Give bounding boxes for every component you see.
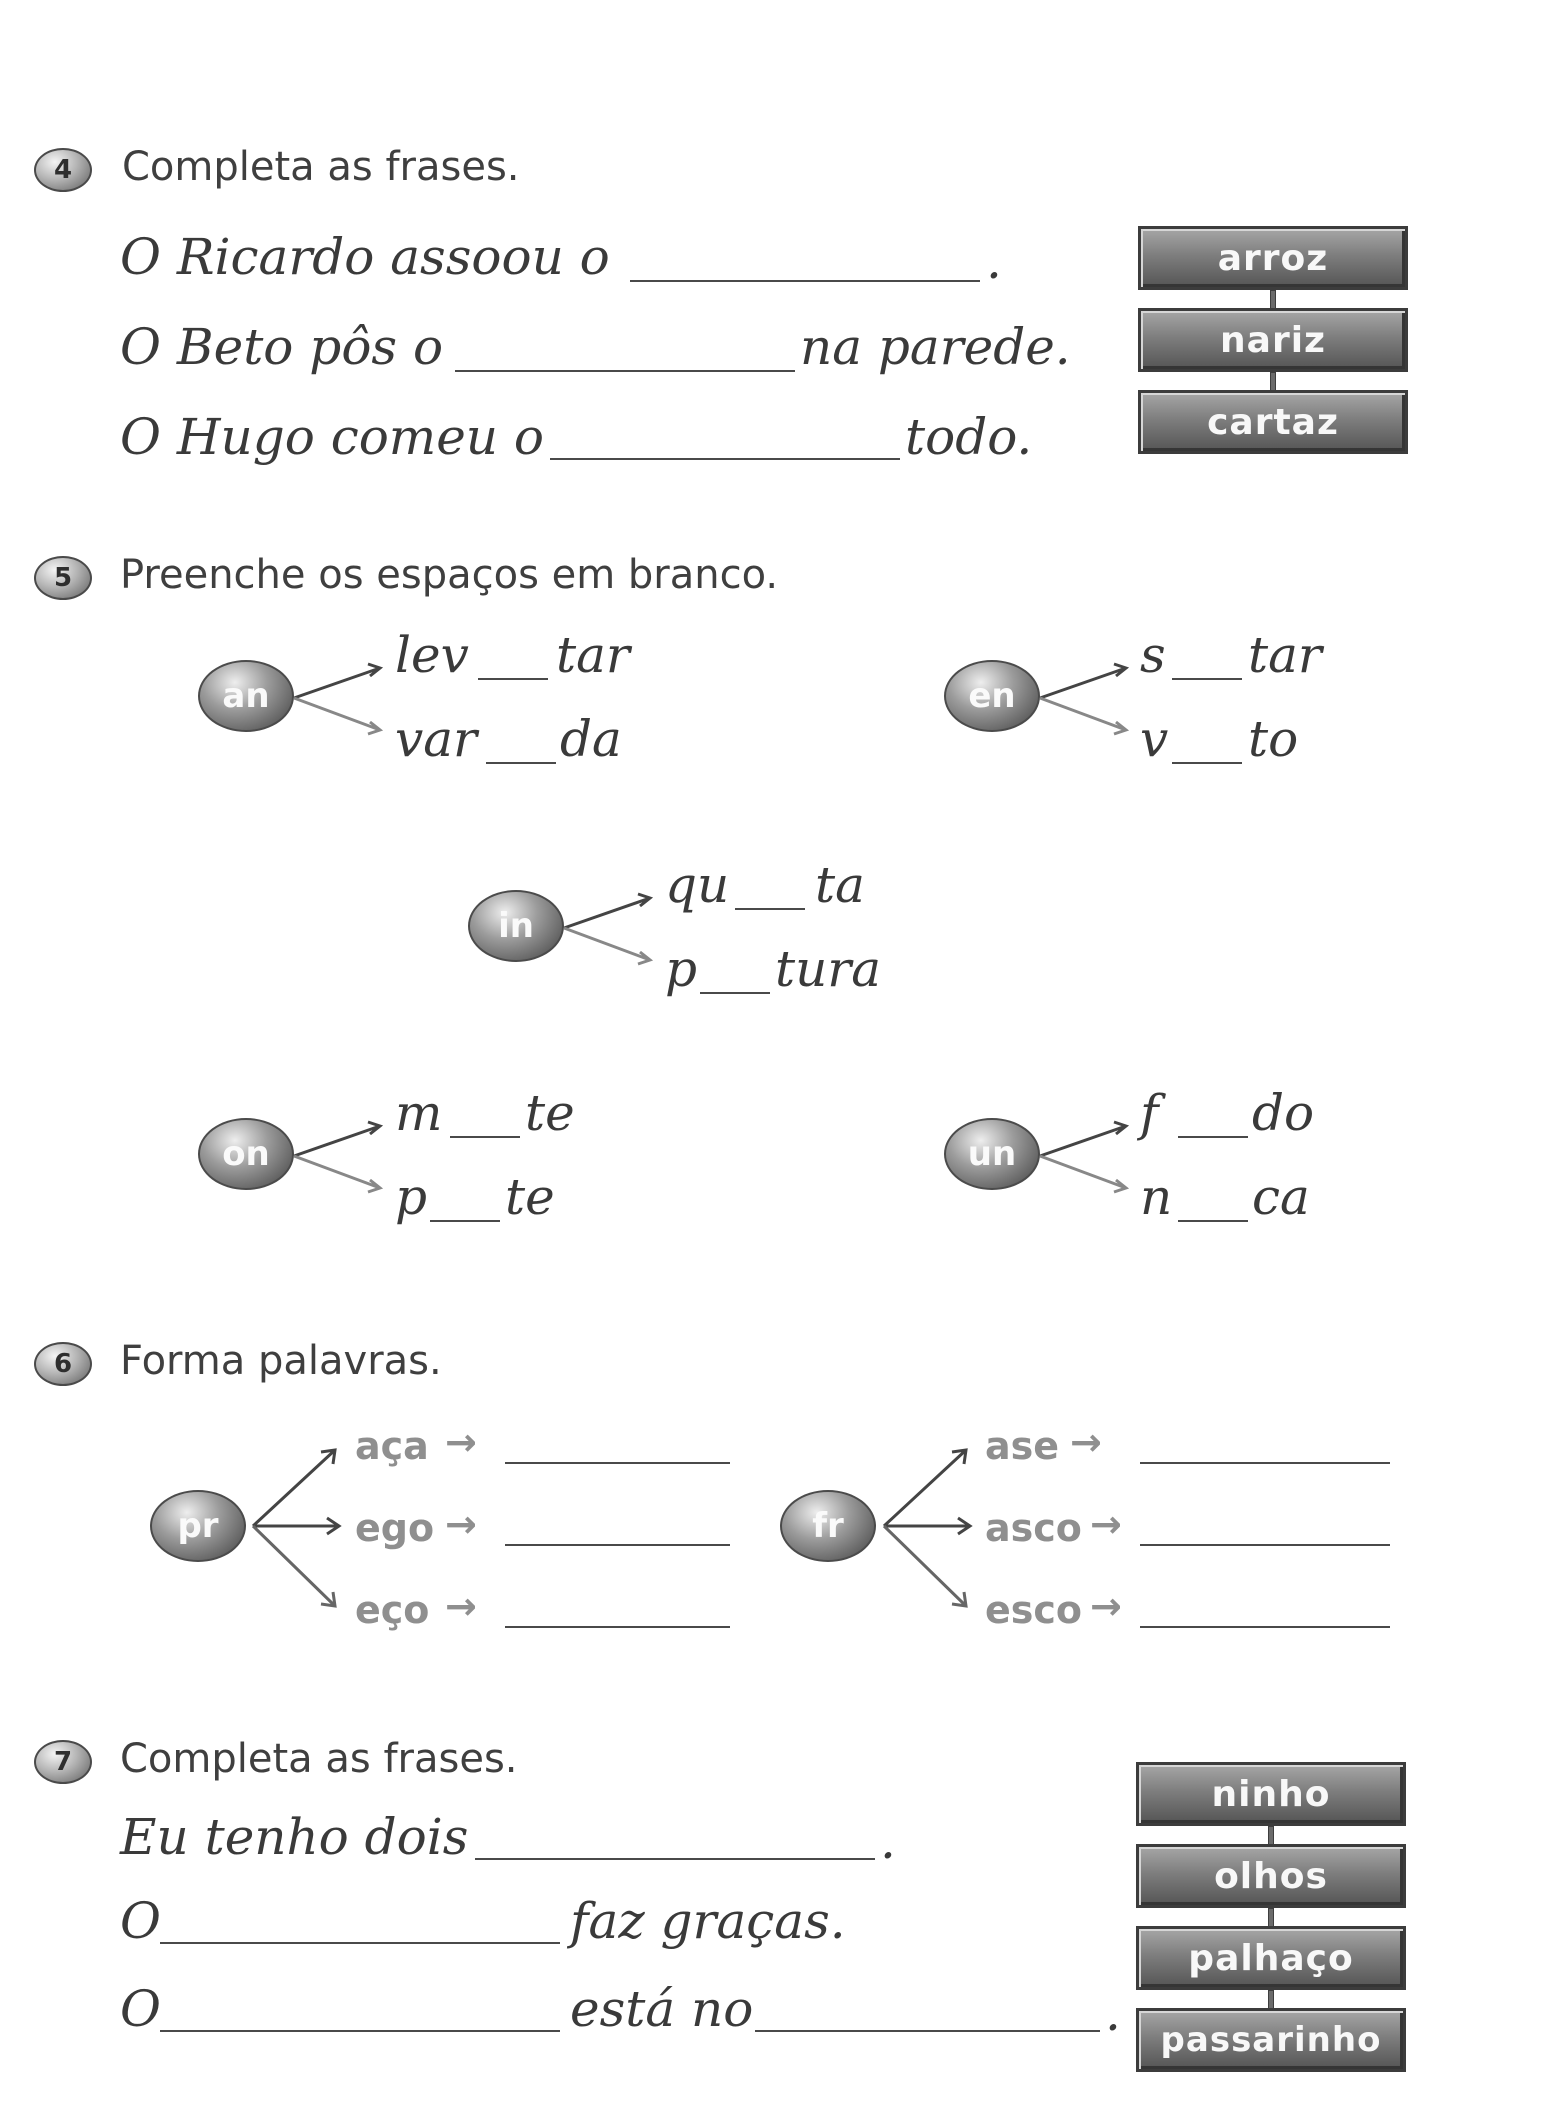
syllable-bubble-on: on [198, 1118, 294, 1190]
in-word-1-start: qu [665, 856, 730, 914]
in-word-1-blank[interactable] [735, 908, 805, 910]
word-tag-ninho: ninho [1136, 1762, 1406, 1826]
word-tag-nariz: nariz [1138, 308, 1408, 372]
branch-arrows-icon [560, 890, 660, 970]
prefix-bubble-pr: pr [150, 1490, 246, 1562]
un-word-2-end: ca [1252, 1168, 1310, 1226]
word-tag-olhos: olhos [1136, 1844, 1406, 1908]
ex4-sentence-3-blank[interactable] [550, 458, 900, 460]
syllable-bubble-an: an [198, 660, 294, 732]
pr-answer-2-blank[interactable] [505, 1544, 730, 1546]
on-word-1-start: m [395, 1084, 443, 1142]
ex7-sentence-3-middle: está no [570, 1980, 754, 2038]
ex7-sentence-2-blank[interactable] [160, 1942, 560, 1944]
un-word-1-blank[interactable] [1178, 1136, 1248, 1138]
ex7-sentence-3-blank-1[interactable] [160, 2030, 560, 2032]
en-word-1-end: tar [1248, 626, 1322, 684]
in-word-2-end: tura [775, 940, 882, 998]
ex7-sentence-3-end: . [1105, 1984, 1121, 2042]
tag-chain [1268, 1826, 1274, 1846]
on-word-2-blank[interactable] [430, 1220, 500, 1222]
fr-answer-2-blank[interactable] [1140, 1544, 1390, 1546]
ex7-sentence-2-end: faz graças. [570, 1892, 846, 1950]
ex7-sentence-1-blank[interactable] [475, 1858, 875, 1860]
ex4-sentence-3-text: O Hugo comeu o [120, 408, 544, 466]
ex7-sentence-3-blank-2[interactable] [755, 2030, 1100, 2032]
fr-answer-1-blank[interactable] [1140, 1462, 1390, 1464]
on-word-2-start: p [395, 1168, 428, 1226]
exercise-6-title: Forma palavras. [120, 1338, 442, 1384]
an-word-2-blank[interactable] [486, 762, 556, 764]
arrow-icon: → [1090, 1502, 1122, 1546]
pr-ending-2: ego [355, 1506, 435, 1550]
ex7-sentence-3-start: O [120, 1980, 161, 2038]
un-word-1-end: do [1252, 1084, 1315, 1142]
ex4-sentence-1-text: O Ricardo assoou o [120, 228, 610, 286]
fr-ending-1: ase [985, 1424, 1060, 1468]
en-word-1-start: s [1140, 626, 1166, 684]
un-word-2-blank[interactable] [1178, 1220, 1248, 1222]
an-word-2-end: da [560, 710, 622, 768]
un-word-1-start: f [1140, 1084, 1159, 1142]
exercise-5-number: 5 [34, 556, 92, 600]
an-word-1-blank[interactable] [478, 678, 548, 680]
an-word-1-start: lev [395, 626, 469, 684]
arrow-icon: → [445, 1584, 477, 1628]
in-word-2-blank[interactable] [700, 992, 770, 994]
word-tag-arroz: arroz [1138, 226, 1408, 290]
syllable-bubble-en: en [944, 660, 1040, 732]
ex7-sentence-1-end: . [880, 1812, 896, 1870]
word-tag-cartaz: cartaz [1138, 390, 1408, 454]
exercise-7-number: 7 [34, 1740, 92, 1784]
ex4-sentence-1-end: . [986, 232, 1002, 290]
ex7-sentence-2-start: O [120, 1892, 161, 1950]
exercise-4-title: Completa as frases. [122, 144, 520, 190]
tag-chain [1270, 290, 1276, 310]
prefix-bubble-fr: fr [780, 1490, 876, 1562]
en-word-2-end: to [1248, 710, 1299, 768]
three-branch-arrows-icon [245, 1440, 345, 1620]
pr-ending-1: aça [355, 1424, 429, 1468]
on-word-1-end: te [525, 1084, 575, 1142]
word-tag-palhaco: palhaço [1136, 1926, 1406, 1990]
word-tag-passarinho: passarinho [1136, 2008, 1406, 2072]
exercise-4-number: 4 [34, 148, 92, 192]
branch-arrows-icon [290, 1118, 390, 1198]
tag-chain [1268, 1908, 1274, 1928]
branch-arrows-icon [290, 660, 390, 740]
pr-answer-3-blank[interactable] [505, 1626, 730, 1628]
arrow-icon: → [445, 1420, 477, 1464]
ex7-sentence-1-text: Eu tenho dois [120, 1808, 469, 1866]
fr-answer-3-blank[interactable] [1140, 1626, 1390, 1628]
ex4-sentence-3-end: todo. [905, 408, 1033, 466]
en-word-1-blank[interactable] [1172, 678, 1242, 680]
an-word-2-start: var [395, 710, 477, 768]
syllable-bubble-in: in [468, 890, 564, 962]
three-branch-arrows-icon [876, 1440, 976, 1620]
branch-arrows-icon [1036, 660, 1136, 740]
pr-ending-3: eço [355, 1588, 430, 1632]
branch-arrows-icon [1036, 1118, 1136, 1198]
en-word-2-blank[interactable] [1172, 762, 1242, 764]
pr-answer-1-blank[interactable] [505, 1462, 730, 1464]
en-word-2-start: v [1140, 710, 1169, 768]
in-word-2-start: p [665, 940, 698, 998]
tag-chain [1268, 1990, 1274, 2010]
syllable-bubble-un: un [944, 1118, 1040, 1190]
ex4-sentence-2-blank[interactable] [455, 370, 795, 372]
in-word-1-end: ta [815, 856, 865, 914]
exercise-5-title: Preenche os espaços em branco. [120, 552, 779, 598]
exercise-6-number: 6 [34, 1342, 92, 1386]
ex4-sentence-1-blank[interactable] [630, 280, 980, 282]
on-word-2-end: te [505, 1168, 555, 1226]
tag-chain [1270, 372, 1276, 392]
ex4-sentence-2-text: O Beto pôs o [120, 318, 444, 376]
fr-ending-3: esco [985, 1588, 1083, 1632]
an-word-1-end: tar [556, 626, 630, 684]
exercise-7-title: Completa as frases. [120, 1736, 518, 1782]
arrow-icon: → [1070, 1420, 1102, 1464]
on-word-1-blank[interactable] [450, 1136, 520, 1138]
fr-ending-2: asco [985, 1506, 1082, 1550]
arrow-icon: → [1090, 1584, 1122, 1628]
arrow-icon: → [445, 1502, 477, 1546]
un-word-2-start: n [1140, 1168, 1173, 1226]
ex4-sentence-2-end: na parede. [800, 318, 1071, 376]
